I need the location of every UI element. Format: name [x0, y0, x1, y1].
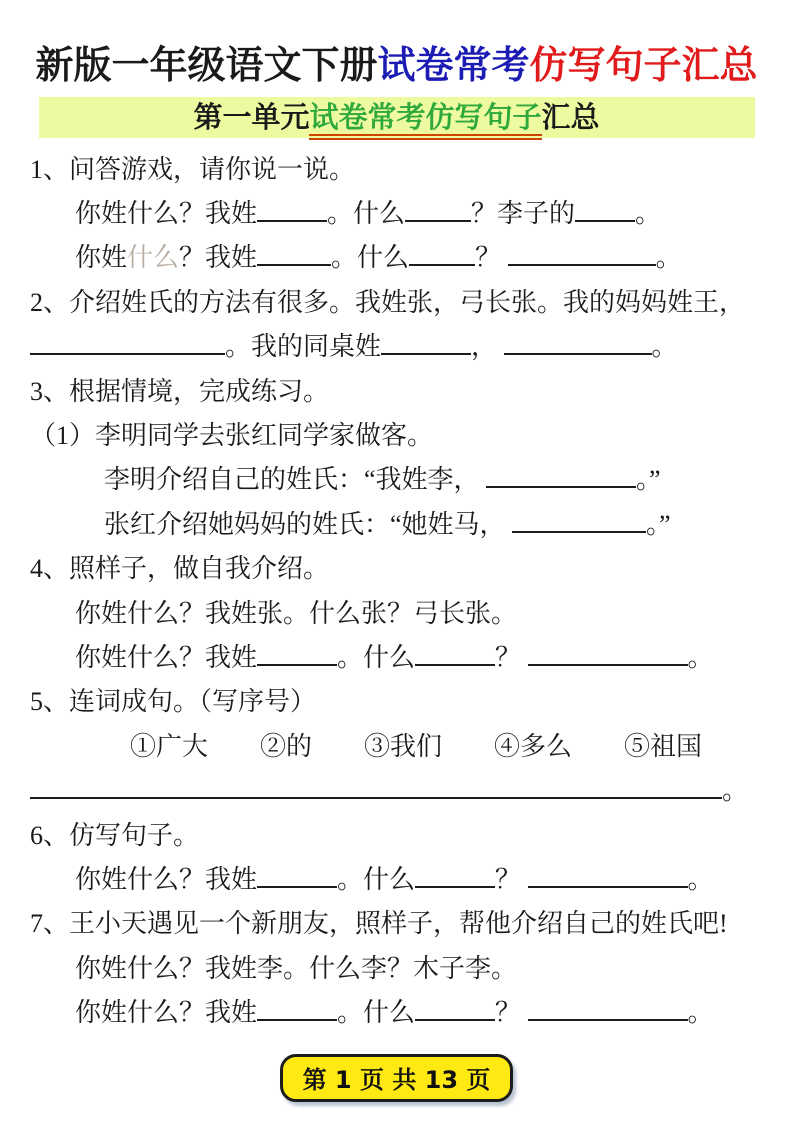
worksheet-line: [0, 680, 793, 724]
line-text: 。: [655, 243, 682, 273]
worksheet-line: [0, 636, 793, 680]
line-text: 你姓什么？我姓: [75, 642, 258, 672]
subtitle-segment-green-underlined: 试卷常考仿写句子: [309, 101, 541, 140]
line-text: 5、连词成句。（写序号）: [30, 687, 317, 717]
line-text: ①广大 ②的 ③我们 ④多么 ⑤祖国: [130, 731, 703, 761]
worksheet-line: [0, 370, 793, 414]
blank-field: [575, 198, 635, 222]
worksheet-line: [0, 947, 793, 991]
line-text: 3、根据情境，完成练习。: [30, 376, 330, 406]
worksheet-line: [0, 991, 793, 1035]
line-text: 你姓什么？我姓: [75, 199, 258, 229]
worksheet-line: [0, 148, 793, 192]
line-text: 。: [651, 332, 678, 362]
line-text: ，: [471, 332, 504, 362]
blank-field: [415, 997, 495, 1021]
blank-field: [257, 997, 337, 1021]
blank-field: [409, 242, 475, 266]
line-text: 。: [635, 199, 662, 229]
line-text: 你姓什么？我姓: [75, 864, 258, 894]
line-text: 。什么: [337, 864, 416, 894]
worksheet-line: [0, 503, 793, 547]
worksheet-line: [0, 547, 793, 591]
subtitle-segment-black: 汇总: [541, 99, 600, 134]
line-text: 你姓什么？我姓李。什么李？木子李。: [75, 953, 518, 983]
line-text: 。什么: [327, 199, 406, 229]
unit-subtitle-banner: [39, 97, 755, 138]
line-text: 李明介绍自己的姓氏：“我姓李，: [104, 465, 487, 495]
line-text: 。: [687, 642, 714, 672]
title-segment-blue: 试卷常考: [377, 43, 530, 87]
worksheet-line: [0, 902, 793, 946]
line-text: 。”: [636, 465, 661, 495]
worksheet-line: [0, 325, 793, 369]
blank-field: [504, 331, 652, 355]
worksheet-line: [0, 769, 793, 813]
blank-field: [508, 242, 656, 266]
line-text: ？: [475, 243, 508, 273]
blank-field: [257, 642, 337, 666]
blank-field: [415, 642, 495, 666]
worksheet-line: [0, 814, 793, 858]
title-segment-red: 仿写句子汇总: [529, 43, 758, 87]
blank-field: [486, 464, 636, 488]
blank-field: [257, 864, 337, 888]
line-text: 2、介绍姓氏的方法有很多。我姓张，弓长张。我的妈妈姓王，: [30, 287, 746, 317]
page-title: [0, 0, 793, 88]
line-text: 1、问答游戏，请你说一说。: [30, 154, 356, 184]
line-text: 。: [687, 998, 714, 1028]
line-text: ？我姓: [179, 243, 258, 273]
line-text: 你姓: [75, 243, 128, 273]
worksheet-line: [0, 592, 793, 636]
line-text: ？: [495, 864, 528, 894]
line-text: 张红介绍她妈妈的姓氏：“她姓马，: [104, 509, 513, 539]
worksheet-line: [0, 725, 793, 769]
line-text: 什么: [127, 243, 180, 273]
blank-field: [528, 997, 688, 1021]
worksheet-line: [0, 192, 793, 236]
blank-field: [528, 864, 688, 888]
line-text: 。我的同桌姓: [225, 332, 382, 362]
line-text: ？李子的: [471, 199, 576, 229]
worksheet-line: [0, 281, 793, 325]
title-segment-black: 新版一年级语文下册: [35, 43, 378, 87]
line-text: 4、照样子，做自我介绍。: [30, 554, 330, 584]
line-text: 你姓什么？我姓: [75, 998, 258, 1028]
page-number-badge: 第 1 页 共 13 页: [280, 1054, 514, 1102]
blank-field: [415, 864, 495, 888]
line-text: 。”: [646, 509, 671, 539]
line-text: 。什么: [337, 642, 416, 672]
worksheet-body: [0, 148, 793, 1036]
line-text: 。: [722, 776, 749, 806]
blank-field: [257, 198, 327, 222]
worksheet-line: [0, 236, 793, 280]
worksheet-line: [0, 858, 793, 902]
line-text: ？: [495, 642, 528, 672]
blank-field: [405, 198, 471, 222]
line-text: ？: [495, 998, 528, 1028]
subtitle-segment-black: 第一单元: [193, 99, 310, 134]
blank-field: [381, 331, 471, 355]
blank-field: [528, 642, 688, 666]
page-footer: [0, 1054, 793, 1102]
line-text: 。什么: [331, 243, 410, 273]
blank-field: [30, 331, 225, 355]
line-text: 7、王小天遇见一个新朋友，照样子，帮他介绍自己的姓氏吧!: [30, 909, 728, 939]
blank-field: [257, 242, 331, 266]
worksheet-line: [0, 414, 793, 458]
line-text: 6、仿写句子。: [30, 820, 200, 850]
line-text: 。什么: [337, 998, 416, 1028]
line-text: 你姓什么？我姓张。什么张？弓长张。: [75, 598, 518, 628]
blank-field: [512, 509, 646, 533]
blank-field: [30, 775, 722, 799]
line-text: 。: [687, 864, 714, 894]
line-text: （1）李明同学去张红同学家做客。: [30, 421, 434, 451]
worksheet-line: [0, 458, 793, 502]
